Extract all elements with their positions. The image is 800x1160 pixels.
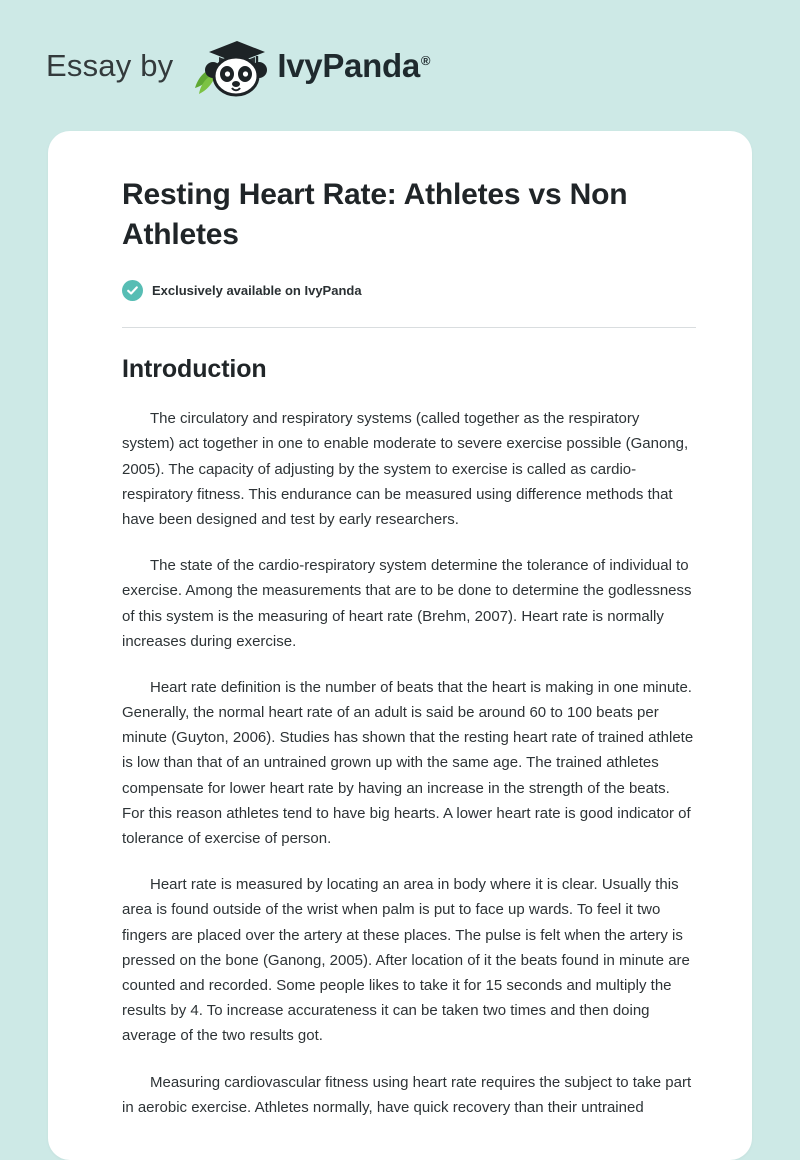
- paragraph: Heart rate is measured by locating an area in body where it is clear. Usually this area is found outside of the wrist when palm is put to face up wards. To feel it two fingers are placed over the artery at these places. The pulse is felt when the artery is pressed on the bone (Ganong, 2005). After location of it the beats found in minute are counted and recorded. Some people likes to take it for 15 seconds and multiply the results by 4. To increase accurateness it can be taken two times and then doing average of the two results got.: [122, 876, 690, 1045]
- brand-header: [0, 0, 800, 96]
- brand-registered-mark: ®: [420, 53, 431, 68]
- title-divider: [122, 327, 696, 328]
- ivypanda-logo[interactable]: [189, 34, 430, 98]
- page-title: Resting Heart Rate: Athletes vs Non Athletes: [122, 178, 628, 251]
- exclusive-badge: [74, 280, 726, 301]
- paragraph: Measuring cardiovascular fitness using heart rate requires the subject to take part in aerobic exercise. Athletes normally, have quick recovery than their untrained: [122, 1073, 692, 1116]
- paragraph: Heart rate definition is the number of beats that the heart is making in one minute. Generally, the normal heart rate of an adult is said be around 60 to 100 beats per minute (Guyton, 2006). Studies has shown that the resting heart rate of trained athlete is low than that of an untrained grown up with the same age. The trained athletes compensate for lower heart rate by having an increase in the strength of the beats. For this reason athletes tend to have big hearts. A lower heart rate is good indicator of tolerance of exercise of person.: [122, 678, 694, 847]
- exclusive-badge-label: Exclusively available on IvyPanda: [152, 283, 362, 299]
- brand-name: [277, 47, 430, 85]
- essay-by-label: Essay by: [46, 48, 174, 83]
- section-heading-introduction: Introduction: [122, 355, 267, 384]
- panda-graduate-logo-icon: [189, 34, 275, 98]
- brand-name-text: IvyPanda: [277, 47, 420, 84]
- check-circle-icon: [122, 280, 143, 301]
- paragraph: The state of the cardio-respiratory system determine the tolerance of individual to exercise. Among the measurements that are to be done to determine the godlessness of this system is the measuring of heart rate (Brehm, 2007). Heart rate is normally increases during exercise.: [122, 557, 692, 650]
- document-card: [48, 131, 752, 1160]
- document-body: [74, 175, 726, 1120]
- paragraph: The circulatory and respiratory systems (called together as the respiratory system) act together in one to enable moderate to severe exercise possible (Ganong, 2005). The capacity of adjusting by the system to exercise is called as cardio-respiratory fitness. This endurance can be measured using difference methods that have been designed and test by early researchers.: [122, 410, 689, 528]
